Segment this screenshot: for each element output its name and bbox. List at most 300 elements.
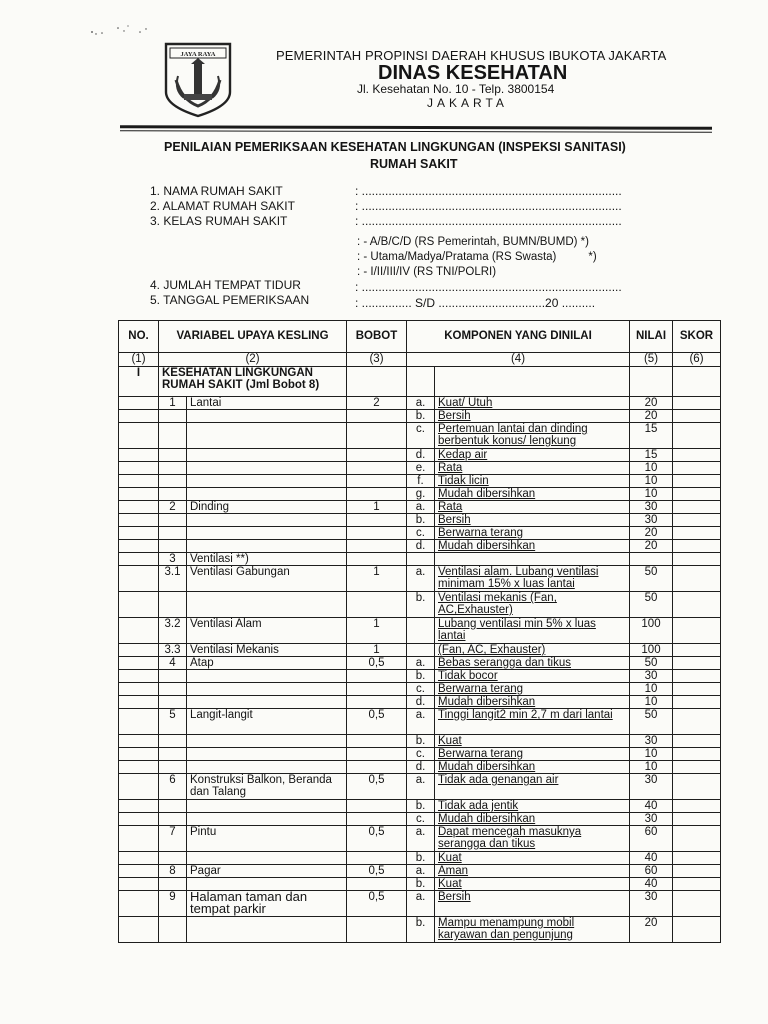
row-item-letter: a. [407, 657, 435, 670]
table-row [119, 501, 721, 514]
row-number [119, 852, 159, 865]
logo-lettering: JAYA RAYA [180, 51, 216, 58]
row-skor [673, 423, 721, 449]
table-row [119, 644, 721, 657]
row-number [119, 592, 159, 618]
row-nilai: 10 [630, 488, 673, 501]
row-skor [673, 735, 721, 748]
table-row [119, 553, 721, 566]
agency-name: DINAS KESEHATAN [378, 62, 568, 84]
row-skor [673, 553, 721, 566]
row-skor [673, 709, 721, 735]
row-bobot: 0,5 [347, 774, 407, 800]
colnum-5: (5) [630, 353, 673, 367]
row-skor [673, 449, 721, 462]
table-row [119, 891, 721, 917]
row-nilai: 40 [630, 800, 673, 813]
row-nilai: 30 [630, 774, 673, 800]
row-skor [673, 397, 721, 410]
row-item-letter: b. [407, 852, 435, 865]
table-row [119, 475, 721, 488]
row-variabel [187, 917, 347, 943]
row-item-number [159, 761, 187, 774]
row-item-letter: b. [407, 410, 435, 423]
header-nilai: NILAI [630, 321, 673, 353]
row-komponen: Ventilasi mekanis (Fan, AC,Exhauster) [435, 592, 630, 618]
row-komponen: Ventilasi alam. Lubang ventilasi minimam 15% x luas lantai [435, 566, 630, 592]
row-item-letter [407, 553, 435, 566]
row-bobot [347, 696, 407, 709]
row-number [119, 761, 159, 774]
row-item-number: 7 [159, 826, 187, 852]
row-item-letter: b. [407, 592, 435, 618]
row-skor [673, 865, 721, 878]
row-item-letter: e. [407, 462, 435, 475]
row-skor [673, 917, 721, 943]
row-skor [673, 410, 721, 423]
field-line-tanggal: : ............... S/D ................................20 .......... [355, 296, 596, 310]
row-number [119, 410, 159, 423]
kelas-option-pemerintah: : - A/B/C/D (RS Pemerintah, BUMN/BUMD) *) [357, 236, 589, 248]
row-nilai: 10 [630, 696, 673, 709]
section-label: KESEHATAN LINGKUNGAN RUMAH SAKIT (Jml Bobot 8) [159, 367, 347, 397]
row-item-letter: a. [407, 501, 435, 514]
row-item-number [159, 696, 187, 709]
row-item-number [159, 423, 187, 449]
row-item-letter: a. [407, 566, 435, 592]
row-variabel: Atap [187, 657, 347, 670]
row-number [119, 748, 159, 761]
row-skor [673, 696, 721, 709]
table-row [119, 566, 721, 592]
row-item-number: 5 [159, 709, 187, 735]
row-item-number: 8 [159, 865, 187, 878]
header-skor: SKOR [673, 321, 721, 353]
row-bobot: 0,5 [347, 891, 407, 917]
row-variabel [187, 592, 347, 618]
header-bobot: BOBOT [347, 321, 407, 353]
row-item-number [159, 748, 187, 761]
row-item-letter: c. [407, 527, 435, 540]
agency-address: Jl. Kesehatan No. 10 - Telp. 3800154 [357, 82, 555, 96]
row-number [119, 514, 159, 527]
field-line-alamat-1: : .............................................................................. [355, 199, 622, 213]
row-variabel: Dinding [187, 501, 347, 514]
row-number [119, 826, 159, 852]
row-komponen: Mudah dibersihkan [435, 813, 630, 826]
table-body [119, 367, 721, 943]
row-bobot [347, 852, 407, 865]
row-komponen: Rata [435, 462, 630, 475]
row-komponen: Aman [435, 865, 630, 878]
row-bobot [347, 488, 407, 501]
table-row [119, 709, 721, 735]
row-komponen: (Fan, AC, Exhauster) [435, 644, 630, 657]
row-variabel [187, 735, 347, 748]
row-nilai: 40 [630, 878, 673, 891]
row-variabel [187, 683, 347, 696]
header-variabel: VARIABEL UPAYA KESLING [159, 321, 347, 353]
row-item-number [159, 449, 187, 462]
row-number [119, 527, 159, 540]
row-item-letter: f. [407, 475, 435, 488]
table-header-row [119, 321, 721, 353]
row-item-letter: a. [407, 774, 435, 800]
row-variabel [187, 410, 347, 423]
row-variabel: Langit-langit [187, 709, 347, 735]
row-nilai: 30 [630, 514, 673, 527]
row-variabel [187, 540, 347, 553]
row-skor [673, 774, 721, 800]
header-komponen: KOMPONEN YANG DINILAI [407, 321, 630, 353]
row-variabel [187, 527, 347, 540]
field-label-tempat-tidur: 4. JUMLAH TEMPAT TIDUR [150, 278, 301, 292]
inspection-table [118, 320, 721, 943]
row-komponen: Mudah dibersihkan [435, 696, 630, 709]
colnum-1: (1) [119, 353, 159, 367]
row-komponen: Berwarna terang [435, 527, 630, 540]
row-nilai: 60 [630, 826, 673, 852]
table-row [119, 423, 721, 449]
row-variabel [187, 488, 347, 501]
row-item-letter: d. [407, 540, 435, 553]
row-bobot [347, 592, 407, 618]
row-item-number [159, 527, 187, 540]
row-item-number [159, 488, 187, 501]
row-bobot [347, 540, 407, 553]
field-line-nama: : .............................................................................. [355, 184, 622, 198]
row-komponen: Bersih [435, 891, 630, 917]
row-bobot [347, 670, 407, 683]
row-bobot: 0,5 [347, 865, 407, 878]
row-item-number: 1 [159, 397, 187, 410]
table-row [119, 683, 721, 696]
row-item-number: 9 [159, 891, 187, 917]
row-nilai: 40 [630, 852, 673, 865]
row-item-letter: a. [407, 891, 435, 917]
row-bobot [347, 800, 407, 813]
row-item-number: 2 [159, 501, 187, 514]
row-skor [673, 670, 721, 683]
row-item-letter: g. [407, 488, 435, 501]
row-variabel [187, 475, 347, 488]
row-number [119, 774, 159, 800]
row-bobot [347, 514, 407, 527]
colnum-2: (2) [159, 353, 347, 367]
row-item-letter: b. [407, 670, 435, 683]
row-variabel: Pagar [187, 865, 347, 878]
row-variabel [187, 852, 347, 865]
table-row [119, 761, 721, 774]
row-variabel: Ventilasi Alam [187, 618, 347, 644]
section-komponen-cell [435, 367, 630, 397]
row-item-number [159, 592, 187, 618]
row-skor [673, 488, 721, 501]
table-row [119, 592, 721, 618]
row-komponen: Mudah dibersihkan [435, 540, 630, 553]
row-nilai: 100 [630, 618, 673, 644]
table-row [119, 449, 721, 462]
row-item-number [159, 670, 187, 683]
row-komponen: Mudah dibersihkan [435, 488, 630, 501]
row-komponen: Tinggi langit2 min 2,7 m dari lantai [435, 709, 630, 735]
row-komponen: Tidak licin [435, 475, 630, 488]
field-label-kelas: 3. KELAS RUMAH SAKIT [150, 214, 288, 228]
row-nilai: 10 [630, 683, 673, 696]
table-row [119, 488, 721, 501]
section-nilai-cell [630, 367, 673, 397]
row-nilai: 10 [630, 475, 673, 488]
row-item-number [159, 852, 187, 865]
row-skor [673, 657, 721, 670]
table-row [119, 865, 721, 878]
row-item-number: 6 [159, 774, 187, 800]
row-variabel [187, 813, 347, 826]
table-row [119, 813, 721, 826]
row-item-letter: d. [407, 449, 435, 462]
field-label-tanggal: 5. TANGGAL PEMERIKSAAN [150, 293, 310, 307]
row-bobot [347, 813, 407, 826]
document-subtitle: RUMAH SAKIT [370, 157, 458, 171]
row-bobot [347, 410, 407, 423]
row-skor [673, 683, 721, 696]
row-item-letter: b. [407, 514, 435, 527]
table-row [119, 696, 721, 709]
row-komponen: Kuat [435, 878, 630, 891]
row-item-number: 3 [159, 553, 187, 566]
agency-city: JAKARTA [427, 96, 508, 110]
row-nilai: 50 [630, 592, 673, 618]
row-bobot [347, 917, 407, 943]
row-number [119, 865, 159, 878]
row-item-letter: a. [407, 826, 435, 852]
row-item-letter: c. [407, 683, 435, 696]
row-komponen: Kuat/ Utuh [435, 397, 630, 410]
table-colnum-row [119, 353, 721, 367]
row-bobot: 1 [347, 644, 407, 657]
row-skor [673, 878, 721, 891]
row-item-letter: a. [407, 865, 435, 878]
row-variabel [187, 670, 347, 683]
row-item-number [159, 813, 187, 826]
row-item-number [159, 683, 187, 696]
row-number [119, 683, 159, 696]
row-skor [673, 566, 721, 592]
row-item-letter: b. [407, 800, 435, 813]
section-skor-cell [673, 367, 721, 397]
row-nilai: 10 [630, 462, 673, 475]
row-number [119, 397, 159, 410]
row-skor [673, 826, 721, 852]
row-variabel [187, 423, 347, 449]
row-item-letter: c. [407, 423, 435, 449]
row-nilai: 10 [630, 761, 673, 774]
table-row [119, 540, 721, 553]
row-variabel: Konstruksi Balkon, Beranda dan Talang [187, 774, 347, 800]
row-item-number: 3.2 [159, 618, 187, 644]
row-item-letter: c. [407, 813, 435, 826]
row-item-number: 3.1 [159, 566, 187, 592]
row-nilai: 15 [630, 449, 673, 462]
row-variabel [187, 878, 347, 891]
row-skor [673, 748, 721, 761]
row-bobot [347, 475, 407, 488]
row-skor [673, 618, 721, 644]
row-number [119, 696, 159, 709]
row-number [119, 657, 159, 670]
row-number [119, 735, 159, 748]
row-nilai: 10 [630, 748, 673, 761]
row-item-letter: a. [407, 709, 435, 735]
row-nilai: 15 [630, 423, 673, 449]
row-komponen: Tidak ada jentik [435, 800, 630, 813]
row-nilai [630, 553, 673, 566]
table-row [119, 618, 721, 644]
inspection-table-wrapper [118, 320, 721, 943]
row-item-number [159, 462, 187, 475]
table-row [119, 878, 721, 891]
row-number [119, 462, 159, 475]
row-komponen [435, 553, 630, 566]
row-komponen: Kedap air [435, 449, 630, 462]
table-row [119, 514, 721, 527]
table-row [119, 397, 721, 410]
table-row [119, 917, 721, 943]
row-variabel [187, 462, 347, 475]
row-number [119, 670, 159, 683]
document-title: PENILAIAN PEMERIKSAAN KESEHATAN LINGKUNGAN (INSPEKSI SANITASI) [164, 140, 626, 154]
section-number: I [119, 367, 159, 397]
row-nilai: 20 [630, 540, 673, 553]
table-row [119, 527, 721, 540]
row-bobot: 2 [347, 397, 407, 410]
row-komponen: Rata [435, 501, 630, 514]
row-number [119, 618, 159, 644]
row-item-number [159, 514, 187, 527]
field-line-tempat-tidur: : .............................................................................. [355, 280, 622, 294]
row-nilai: 60 [630, 865, 673, 878]
row-bobot: 0,5 [347, 657, 407, 670]
row-nilai: 30 [630, 501, 673, 514]
row-bobot [347, 449, 407, 462]
field-label-nama: 1. NAMA RUMAH SAKIT [150, 184, 283, 198]
row-komponen: Kuat [435, 735, 630, 748]
row-variabel [187, 761, 347, 774]
row-item-letter: c. [407, 748, 435, 761]
row-item-number: 4 [159, 657, 187, 670]
row-number [119, 891, 159, 917]
row-bobot: 1 [347, 501, 407, 514]
row-item-number [159, 878, 187, 891]
row-nilai: 50 [630, 709, 673, 735]
header-rule-thin [120, 130, 712, 133]
row-number [119, 553, 159, 566]
row-komponen: Mudah dibersihkan [435, 761, 630, 774]
row-komponen: Mampu menampung mobil karyawan dan pengunjung [435, 917, 630, 943]
colnum-3: (3) [347, 353, 407, 367]
colnum-6: (6) [673, 353, 721, 367]
row-item-number [159, 735, 187, 748]
row-number [119, 813, 159, 826]
row-skor [673, 813, 721, 826]
row-item-letter [407, 644, 435, 657]
row-number [119, 488, 159, 501]
section-bobot-cell [347, 367, 407, 397]
row-number [119, 475, 159, 488]
row-nilai: 30 [630, 735, 673, 748]
row-skor [673, 800, 721, 813]
row-komponen: Dapat mencegah masuknya serangga dan tikus [435, 826, 630, 852]
row-komponen: Kuat [435, 852, 630, 865]
row-nilai: 100 [630, 644, 673, 657]
header-rule-thick [120, 125, 712, 130]
row-bobot: 0,5 [347, 709, 407, 735]
colnum-4: (4) [407, 353, 630, 367]
row-variabel [187, 449, 347, 462]
section-row [119, 367, 721, 397]
table-row [119, 852, 721, 865]
table-row [119, 774, 721, 800]
row-variabel: Ventilasi Gabungan [187, 566, 347, 592]
row-nilai: 20 [630, 410, 673, 423]
row-item-letter: b. [407, 878, 435, 891]
row-bobot [347, 761, 407, 774]
row-item-letter: d. [407, 761, 435, 774]
row-item-number [159, 540, 187, 553]
row-number [119, 501, 159, 514]
row-skor [673, 891, 721, 917]
row-bobot [347, 748, 407, 761]
row-skor [673, 514, 721, 527]
row-komponen: Lubang ventilasi min 5% x luas lantai [435, 618, 630, 644]
row-komponen: Berwarna terang [435, 683, 630, 696]
row-bobot: 0,5 [347, 826, 407, 852]
row-number [119, 540, 159, 553]
row-bobot: 1 [347, 566, 407, 592]
jakarta-emblem-logo [162, 40, 234, 118]
row-number [119, 800, 159, 813]
row-bobot [347, 527, 407, 540]
row-variabel [187, 514, 347, 527]
row-item-number [159, 917, 187, 943]
row-item-letter: b. [407, 735, 435, 748]
row-komponen: Tidak bocor [435, 670, 630, 683]
row-skor [673, 462, 721, 475]
row-komponen: Pertemuan lantai dan dinding berbentuk konus/ lengkung [435, 423, 630, 449]
table-row [119, 735, 721, 748]
row-skor [673, 592, 721, 618]
row-bobot [347, 423, 407, 449]
table-row [119, 410, 721, 423]
table-row [119, 670, 721, 683]
row-variabel: Pintu [187, 826, 347, 852]
row-bobot [347, 735, 407, 748]
row-number [119, 566, 159, 592]
row-number [119, 878, 159, 891]
row-nilai: 20 [630, 397, 673, 410]
row-number [119, 709, 159, 735]
row-skor [673, 527, 721, 540]
row-item-number: 3.3 [159, 644, 187, 657]
table-row [119, 826, 721, 852]
row-nilai: 30 [630, 670, 673, 683]
row-variabel [187, 696, 347, 709]
government-header-line: PEMERINTAH PROPINSI DAERAH KHUSUS IBUKOTA JAKARTA [276, 48, 667, 63]
row-nilai: 50 [630, 657, 673, 670]
row-komponen: Bersih [435, 410, 630, 423]
table-row [119, 800, 721, 813]
row-variabel [187, 748, 347, 761]
